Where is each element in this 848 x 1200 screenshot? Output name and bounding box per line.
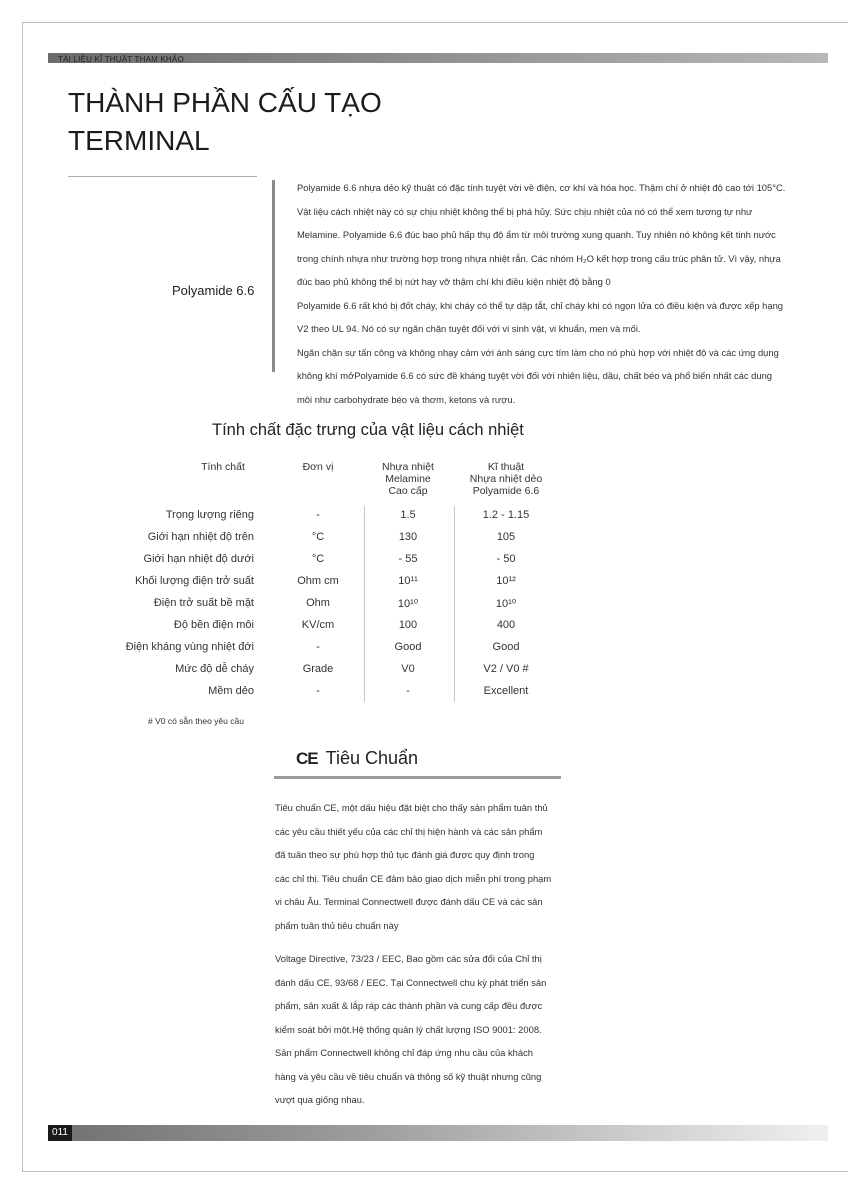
- table-title: Tính chất đặc trưng của vật liệu cách nhiệt: [212, 421, 524, 439]
- title-divider: [68, 176, 257, 177]
- table-row: [0, 659, 848, 681]
- cell-melamine: 100: [398, 619, 418, 631]
- standard-heading: [296, 748, 418, 769]
- cell-property: Độ bền điện môi: [173, 619, 254, 631]
- cell-melamine: 10¹¹: [398, 575, 418, 587]
- text-line: Tiêu chuẩn CE, một dấu hiệu đặt biệt cho thấy sản phẩm tuân thủ: [275, 802, 548, 813]
- standard-text: [275, 796, 575, 1122]
- desc-line: môi như carbohydrate béo và thơm, ketons và rượu.: [297, 393, 516, 405]
- table-row: [0, 549, 848, 571]
- text-line: Sản phẩm Connectwell không chỉ đáp ứng nhu cầu của khách: [275, 1047, 534, 1058]
- page-title: [68, 84, 382, 160]
- cell-property: Khối lượng điện trở suất: [134, 575, 254, 587]
- text-line: đã tuân theo sự phù hợp thủ tục đánh giá được quy định trong: [275, 849, 535, 860]
- cell-polyamide: 1.2 - 1.15: [482, 509, 530, 521]
- desc-line: không khí mởPolyamide 6.6 có sức đề kháng tuyệt vời đối với nhiên liệu, dầu, chất béo và phổ biến nhất các dung: [297, 370, 773, 381]
- cell-unit: -: [316, 641, 320, 653]
- desc-line: Ngăn chặn sự tấn công và không nhạy cảm với ánh sáng cực tím làm cho nó phù hợp với nhiệt độ và các ứng dụng: [297, 346, 779, 358]
- cell-polyamide: 10¹²: [496, 575, 516, 587]
- cell-property: Điện trở suất bề mặt: [153, 597, 254, 609]
- cell-polyamide: 10¹⁰: [495, 598, 517, 610]
- cell-unit: -: [316, 509, 320, 521]
- standard-title: Tiêu Chuẩn: [325, 748, 419, 768]
- col-header-melamine-l2: Melamine: [385, 473, 431, 485]
- ce-mark-icon: CE: [296, 748, 318, 768]
- description: [297, 176, 817, 411]
- cell-property: Giới hạn nhiệt độ trên: [147, 531, 254, 543]
- text-line: phẩm, sản xuất & lắp ráp các thành phần và cung cấp đều được: [275, 1000, 543, 1011]
- cell-melamine: Good: [394, 641, 422, 653]
- desc-line: V2 theo UL 94. Nó có sự ngăn chặn tuyệt đối với vi sinh vật, vi khuẩn, men và mối.: [297, 323, 641, 334]
- col-header-property: Tính chất: [201, 461, 245, 473]
- cell-melamine: -: [406, 685, 410, 697]
- cell-unit: KV/cm: [301, 619, 335, 631]
- desc-line: Polyamide 6.6 nhựa dẻo kỹ thuật có đặc tính tuyệt vời về điện, cơ khí và hóa học. Thậm chí ở nhiệt độ cao tới 105°C.: [297, 182, 786, 193]
- standard-paragraph-2: [275, 947, 575, 1112]
- text-line: vượt qua giống nhau.: [275, 1094, 365, 1105]
- section-label: Polyamide 6.6: [172, 283, 255, 298]
- col-header-polyamide: [456, 461, 556, 497]
- cell-melamine: 10¹⁰: [397, 598, 419, 610]
- table-row: [0, 571, 848, 593]
- col-header-poly-l3: Polyamide 6.6: [472, 485, 540, 497]
- cell-unit: °C: [311, 531, 325, 543]
- cell-unit: Ohm cm: [297, 575, 339, 587]
- title-line-1: THÀNH PHẦN CẤU TẠO: [68, 87, 382, 118]
- cell-unit: Ohm: [306, 597, 330, 609]
- cell-melamine: - 55: [398, 553, 418, 565]
- table-row: [0, 681, 848, 703]
- desc-line: Melamine. Polyamide 6.6 đúc bao phủ hấp thụ độ ẩm từ môi trường xung quanh. Tuy nhiên nó không kết tinh nước: [297, 229, 776, 240]
- cell-polyamide: 400: [496, 619, 516, 631]
- table-row: [0, 505, 848, 527]
- cell-property: Mềm dẻo: [208, 685, 254, 697]
- col-header-melamine-l3: Cao cấp: [388, 485, 428, 497]
- header-label: TÀI LIỆU KĨ THUẬT THAM KHẢO: [58, 55, 184, 64]
- desc-line: trong chính nhựa như trường hợp trong nhựa nhiệt rắn. Các nhóm H₂O kết hợp trong cấu trúc phân tử. Vì vậy, nhựa: [297, 252, 781, 264]
- cell-polyamide: V2 / V0 #: [483, 663, 529, 675]
- col-header-unit: Đơn vị: [302, 461, 334, 473]
- cell-polyamide: - 50: [496, 553, 516, 565]
- cell-polyamide: 105: [496, 531, 516, 543]
- footer-bar: [48, 1125, 828, 1141]
- desc-line: Vật liệu cách nhiệt này có sự chịu nhiệt không thể bị phá hủy. Sức chịu nhiệt của nó có thể xem tương tự như: [297, 205, 753, 217]
- cell-melamine: 130: [398, 531, 418, 543]
- standard-divider: [274, 776, 561, 779]
- text-line: các yêu cầu thiết yếu của các chỉ thị hiện hành và các sản phẩm: [275, 825, 543, 837]
- desc-line: Polyamide 6.6 rất khó bị đốt cháy, khi cháy có thể tự dập tắt, chỉ cháy khi có ngọn lửa có điều kiện và được xếp hạng: [297, 299, 784, 311]
- cell-property: Mức độ dễ cháy: [175, 663, 254, 675]
- text-line: vi châu Âu. Terminal Connectwell được đánh dấu CE và các sản: [275, 896, 543, 907]
- table-row: [0, 593, 848, 615]
- col-header-poly-l1: Kĩ thuật: [487, 461, 525, 473]
- table-row: [0, 527, 848, 549]
- table-row: [0, 615, 848, 637]
- col-header-melamine-l1: Nhựa nhiệt: [382, 461, 434, 473]
- cell-unit: °C: [311, 553, 325, 565]
- section-vertical-bar: [272, 180, 275, 372]
- table-footnote: # V0 có sẵn theo yêu cầu: [148, 716, 244, 726]
- text-line: phẩm tuân thủ tiêu chuẩn này: [275, 919, 399, 931]
- title-line-2: TERMINAL: [68, 125, 210, 156]
- cell-property: Điện kháng vùng nhiệt đới: [125, 641, 254, 653]
- col-header-melamine: [368, 461, 448, 497]
- col-header-poly-l2: Nhựa nhiệt dẻo: [469, 473, 543, 485]
- cell-property: Giới hạn nhiệt độ dưới: [143, 553, 254, 565]
- page-number: 011: [48, 1125, 72, 1141]
- text-line: hàng và yêu cầu về tiêu chuẩn và thông số kỹ thuật nhưng cũng: [275, 1070, 542, 1082]
- text-line: các chỉ thị. Tiêu chuẩn CE đảm bảo giao dịch miễn phí trong phạm: [275, 872, 552, 884]
- cell-unit: Grade: [302, 663, 334, 675]
- table-row: [0, 637, 848, 659]
- cell-polyamide: Excellent: [483, 685, 529, 697]
- cell-unit: -: [316, 685, 320, 697]
- text-line: đánh dấu CE, 93/68 / EEC. Tại Connectwell chu kỳ phát triển sản: [275, 976, 547, 988]
- cell-property: Trọng lượng riêng: [165, 509, 254, 521]
- text-line: kiểm soát bởi một.Hệ thống quản lý chất lượng ISO 9001: 2008.: [275, 1023, 542, 1035]
- cell-melamine: V0: [401, 663, 415, 675]
- desc-line: đúc bao phủ không thể bị nứt hay vỡ thậm chí khi điều kiện nhiệt độ bằng 0: [297, 276, 611, 287]
- text-line: Voltage Directive, 73/23 / EEC, Bao gồm các sửa đổi của Chỉ thị: [275, 953, 542, 964]
- standard-paragraph-1: [275, 796, 575, 937]
- cell-polyamide: Good: [492, 641, 520, 653]
- cell-melamine: 1.5: [400, 509, 416, 521]
